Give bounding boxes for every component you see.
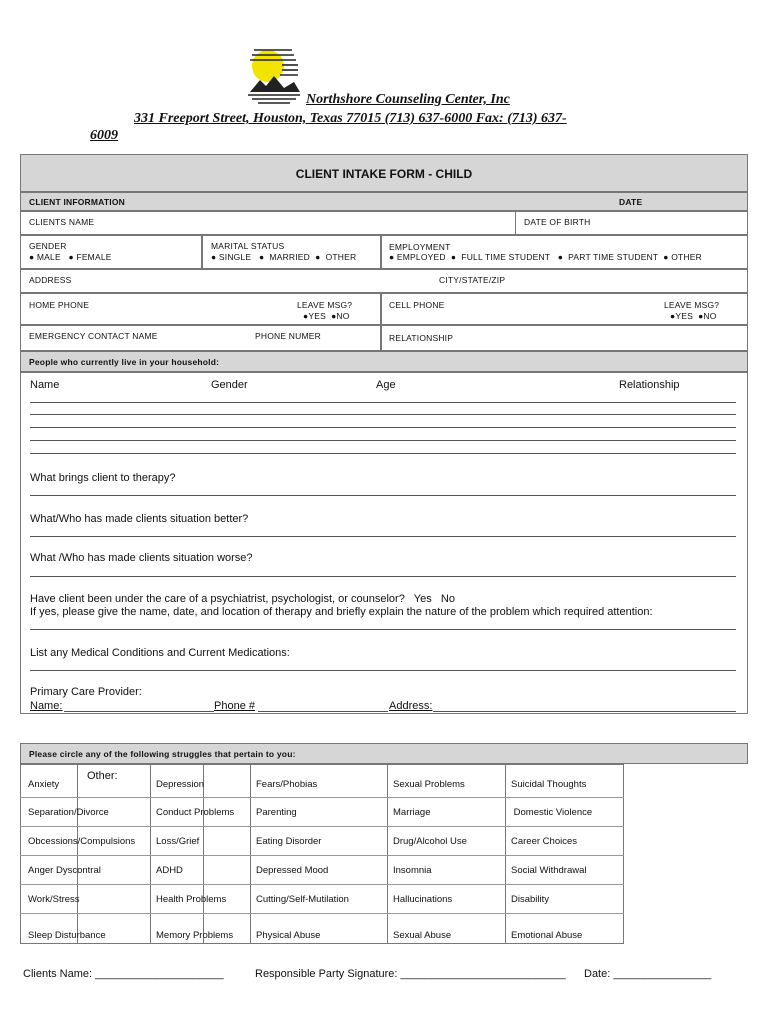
question-medical-conditions: List any Medical Conditions and Current Medications:: [30, 647, 290, 659]
household-heading: People who currently live in your household:: [29, 357, 220, 367]
struggle-item[interactable]: Sleep Disturbance: [28, 930, 106, 941]
date-of-birth-field[interactable]: [515, 211, 748, 235]
cell-phone-label: CELL PHONE: [389, 300, 445, 310]
struggle-item[interactable]: Drug/Alcohol Use: [393, 836, 467, 847]
footer-clients-name[interactable]: Clients Name: _____________________: [23, 968, 224, 980]
grid-divider: [20, 797, 624, 798]
struggle-item[interactable]: Anxiety: [28, 779, 60, 790]
grid-divider: [150, 764, 151, 944]
clients-name-field[interactable]: [20, 211, 516, 235]
emergency-contact-field[interactable]: [20, 325, 381, 351]
struggles-heading: Please circle any of the following struggles that pertain to you:: [29, 749, 296, 759]
struggle-item[interactable]: Depression: [156, 779, 205, 790]
struggle-item[interactable]: Depressed Mood: [256, 865, 329, 876]
household-col-name: Name: [30, 379, 60, 391]
grid-divider: [20, 855, 624, 856]
employment-options[interactable]: ● EMPLOYED ● FULL TIME STUDENT ● PART TIME STUDENT ● OTHER: [389, 252, 702, 262]
question-prior-care-details: If yes, please give the name, date, and location of therapy and briefly explain the nature of the problem which required attention:: [30, 606, 653, 618]
struggle-item[interactable]: Separation/Divorce: [28, 807, 109, 818]
footer-date[interactable]: Date: ________________: [584, 968, 712, 980]
gender-label: GENDER: [29, 241, 67, 251]
pcp-name-line[interactable]: [64, 711, 214, 712]
clients-name-label: CLIENTS NAME: [29, 217, 95, 227]
address-row[interactable]: [20, 269, 748, 293]
pcp-phone-label: Phone #: [214, 700, 255, 712]
household-line[interactable]: [30, 414, 736, 415]
pcp-name-label: Name:: [30, 700, 63, 712]
household-band: [20, 351, 748, 372]
household-col-gender: Gender: [211, 379, 248, 391]
household-line[interactable]: [30, 402, 736, 403]
question-situation-worse: What /Who has made clients situation worse?: [30, 552, 253, 564]
grid-divider: [387, 764, 388, 944]
marital-status-label: MARITAL STATUS: [211, 241, 285, 251]
employment-field[interactable]: [381, 235, 748, 269]
struggle-item[interactable]: Sexual Abuse: [393, 930, 452, 941]
answer-line[interactable]: [30, 495, 736, 496]
struggle-item[interactable]: Cutting/Self-Mutilation: [256, 894, 349, 905]
logo: [244, 44, 302, 104]
address-line-1: [90, 111, 567, 127]
pcp-address-label: Address:: [389, 700, 433, 712]
address-line-1-text: 331 Freeport Street, Houston, Texas 77015 (713) 637-6000 Fax: (713) 637-: [134, 111, 567, 126]
primary-care-provider-label: Primary Care Provider:: [30, 686, 142, 698]
home-phone-field[interactable]: [20, 293, 381, 325]
marital-status-field[interactable]: [202, 235, 381, 269]
household-section: [20, 372, 748, 714]
pcp-phone-line[interactable]: [258, 711, 388, 712]
grid-divider: [20, 826, 624, 827]
struggle-item[interactable]: Work/Stress: [28, 894, 80, 905]
grid-divider: [20, 913, 624, 914]
struggle-item[interactable]: Marriage: [393, 807, 431, 818]
other-box[interactable]: [77, 764, 204, 944]
question-situation-better: What/Who has made clients situation better?: [30, 513, 249, 525]
home-leave-msg-options[interactable]: ●YES ●NO: [303, 311, 350, 321]
address-line-2-text: 6009: [90, 128, 118, 143]
struggle-item[interactable]: Suicidal Thoughts: [511, 779, 587, 790]
struggle-item[interactable]: Memory Problems: [156, 930, 234, 941]
grid-divider: [505, 764, 506, 944]
form-title-band: [20, 154, 748, 192]
household-line[interactable]: [30, 440, 736, 441]
struggle-item[interactable]: Obcessions/Compulsions: [28, 836, 136, 847]
date-of-birth-label: DATE OF BIRTH: [524, 217, 591, 227]
question-therapy-reason: What brings client to therapy?: [30, 472, 176, 484]
employment-label: EMPLOYMENT: [389, 242, 451, 252]
cell-phone-field[interactable]: [381, 293, 748, 325]
struggle-item[interactable]: Fears/Phobias: [256, 779, 318, 790]
gender-options[interactable]: ● MALE ● FEMALE: [29, 252, 112, 262]
struggle-item[interactable]: Loss/Grief: [156, 836, 200, 847]
household-col-age: Age: [376, 379, 396, 391]
org-name: Northshore Counseling Center, Inc: [306, 92, 510, 107]
other-label: Other:: [87, 770, 118, 782]
struggle-item[interactable]: Anger Dyscontral: [28, 865, 101, 876]
struggle-item[interactable]: Social Withdrawal: [511, 865, 587, 876]
emergency-contact-label: EMERGENCY CONTACT NAME: [29, 331, 158, 341]
struggle-item[interactable]: Career Choices: [511, 836, 577, 847]
struggle-item[interactable]: Domestic Violence: [511, 807, 593, 818]
struggle-item[interactable]: ADHD: [156, 865, 183, 876]
date-label: DATE: [619, 197, 643, 207]
struggle-item[interactable]: Parenting: [256, 807, 297, 818]
struggle-item[interactable]: Conduct Problems: [156, 807, 235, 818]
relationship-field[interactable]: [381, 325, 748, 351]
client-info-band: [20, 192, 748, 211]
home-leave-msg-label: LEAVE MSG?: [297, 300, 353, 310]
pcp-address-line[interactable]: [433, 711, 736, 712]
answer-line[interactable]: [30, 576, 736, 577]
grid-divider: [20, 884, 624, 885]
struggle-item[interactable]: Disability: [511, 894, 550, 905]
phone-numer-label: PHONE NUMER: [255, 331, 321, 341]
form-title: CLIENT INTAKE FORM - CHILD: [295, 167, 473, 181]
answer-line[interactable]: [30, 536, 736, 537]
struggle-item[interactable]: Eating Disorder: [256, 836, 322, 847]
struggle-item[interactable]: Insomnia: [393, 865, 432, 876]
household-line[interactable]: [30, 427, 736, 428]
relationship-label: RELATIONSHIP: [389, 333, 454, 343]
answer-line[interactable]: [30, 670, 736, 671]
home-phone-label: HOME PHONE: [29, 300, 90, 310]
cell-leave-msg-label: LEAVE MSG?: [664, 300, 720, 310]
household-line[interactable]: [30, 453, 736, 454]
gender-field[interactable]: [20, 235, 202, 269]
struggle-item[interactable]: Physical Abuse: [256, 930, 321, 941]
answer-line[interactable]: [30, 629, 736, 630]
cell-leave-msg-options[interactable]: ●YES ●NO: [670, 311, 717, 321]
client-info-label: CLIENT INFORMATION: [29, 197, 125, 207]
struggle-item[interactable]: Emotional Abuse: [511, 930, 583, 941]
footer-signature[interactable]: Responsible Party Signature: ___________________________: [255, 968, 566, 980]
household-col-relationship: Relationship: [619, 379, 680, 391]
struggle-item[interactable]: Health Problems: [156, 894, 227, 905]
struggle-item[interactable]: Sexual Problems: [393, 779, 465, 790]
address-line-2: [90, 128, 154, 144]
marital-options[interactable]: ● SINGLE ● MARRIED ● OTHER: [211, 252, 357, 262]
question-prior-care: Have client been under the care of a psychiatrist, psychologist, or counselor? Yes No: [30, 593, 455, 605]
address-label: ADDRESS: [29, 275, 72, 285]
struggles-band: [20, 743, 748, 764]
struggle-item[interactable]: Hallucinations: [393, 894, 453, 905]
grid-divider: [250, 764, 251, 944]
city-state-zip-label: CITY/STATE/ZIP: [439, 275, 506, 285]
